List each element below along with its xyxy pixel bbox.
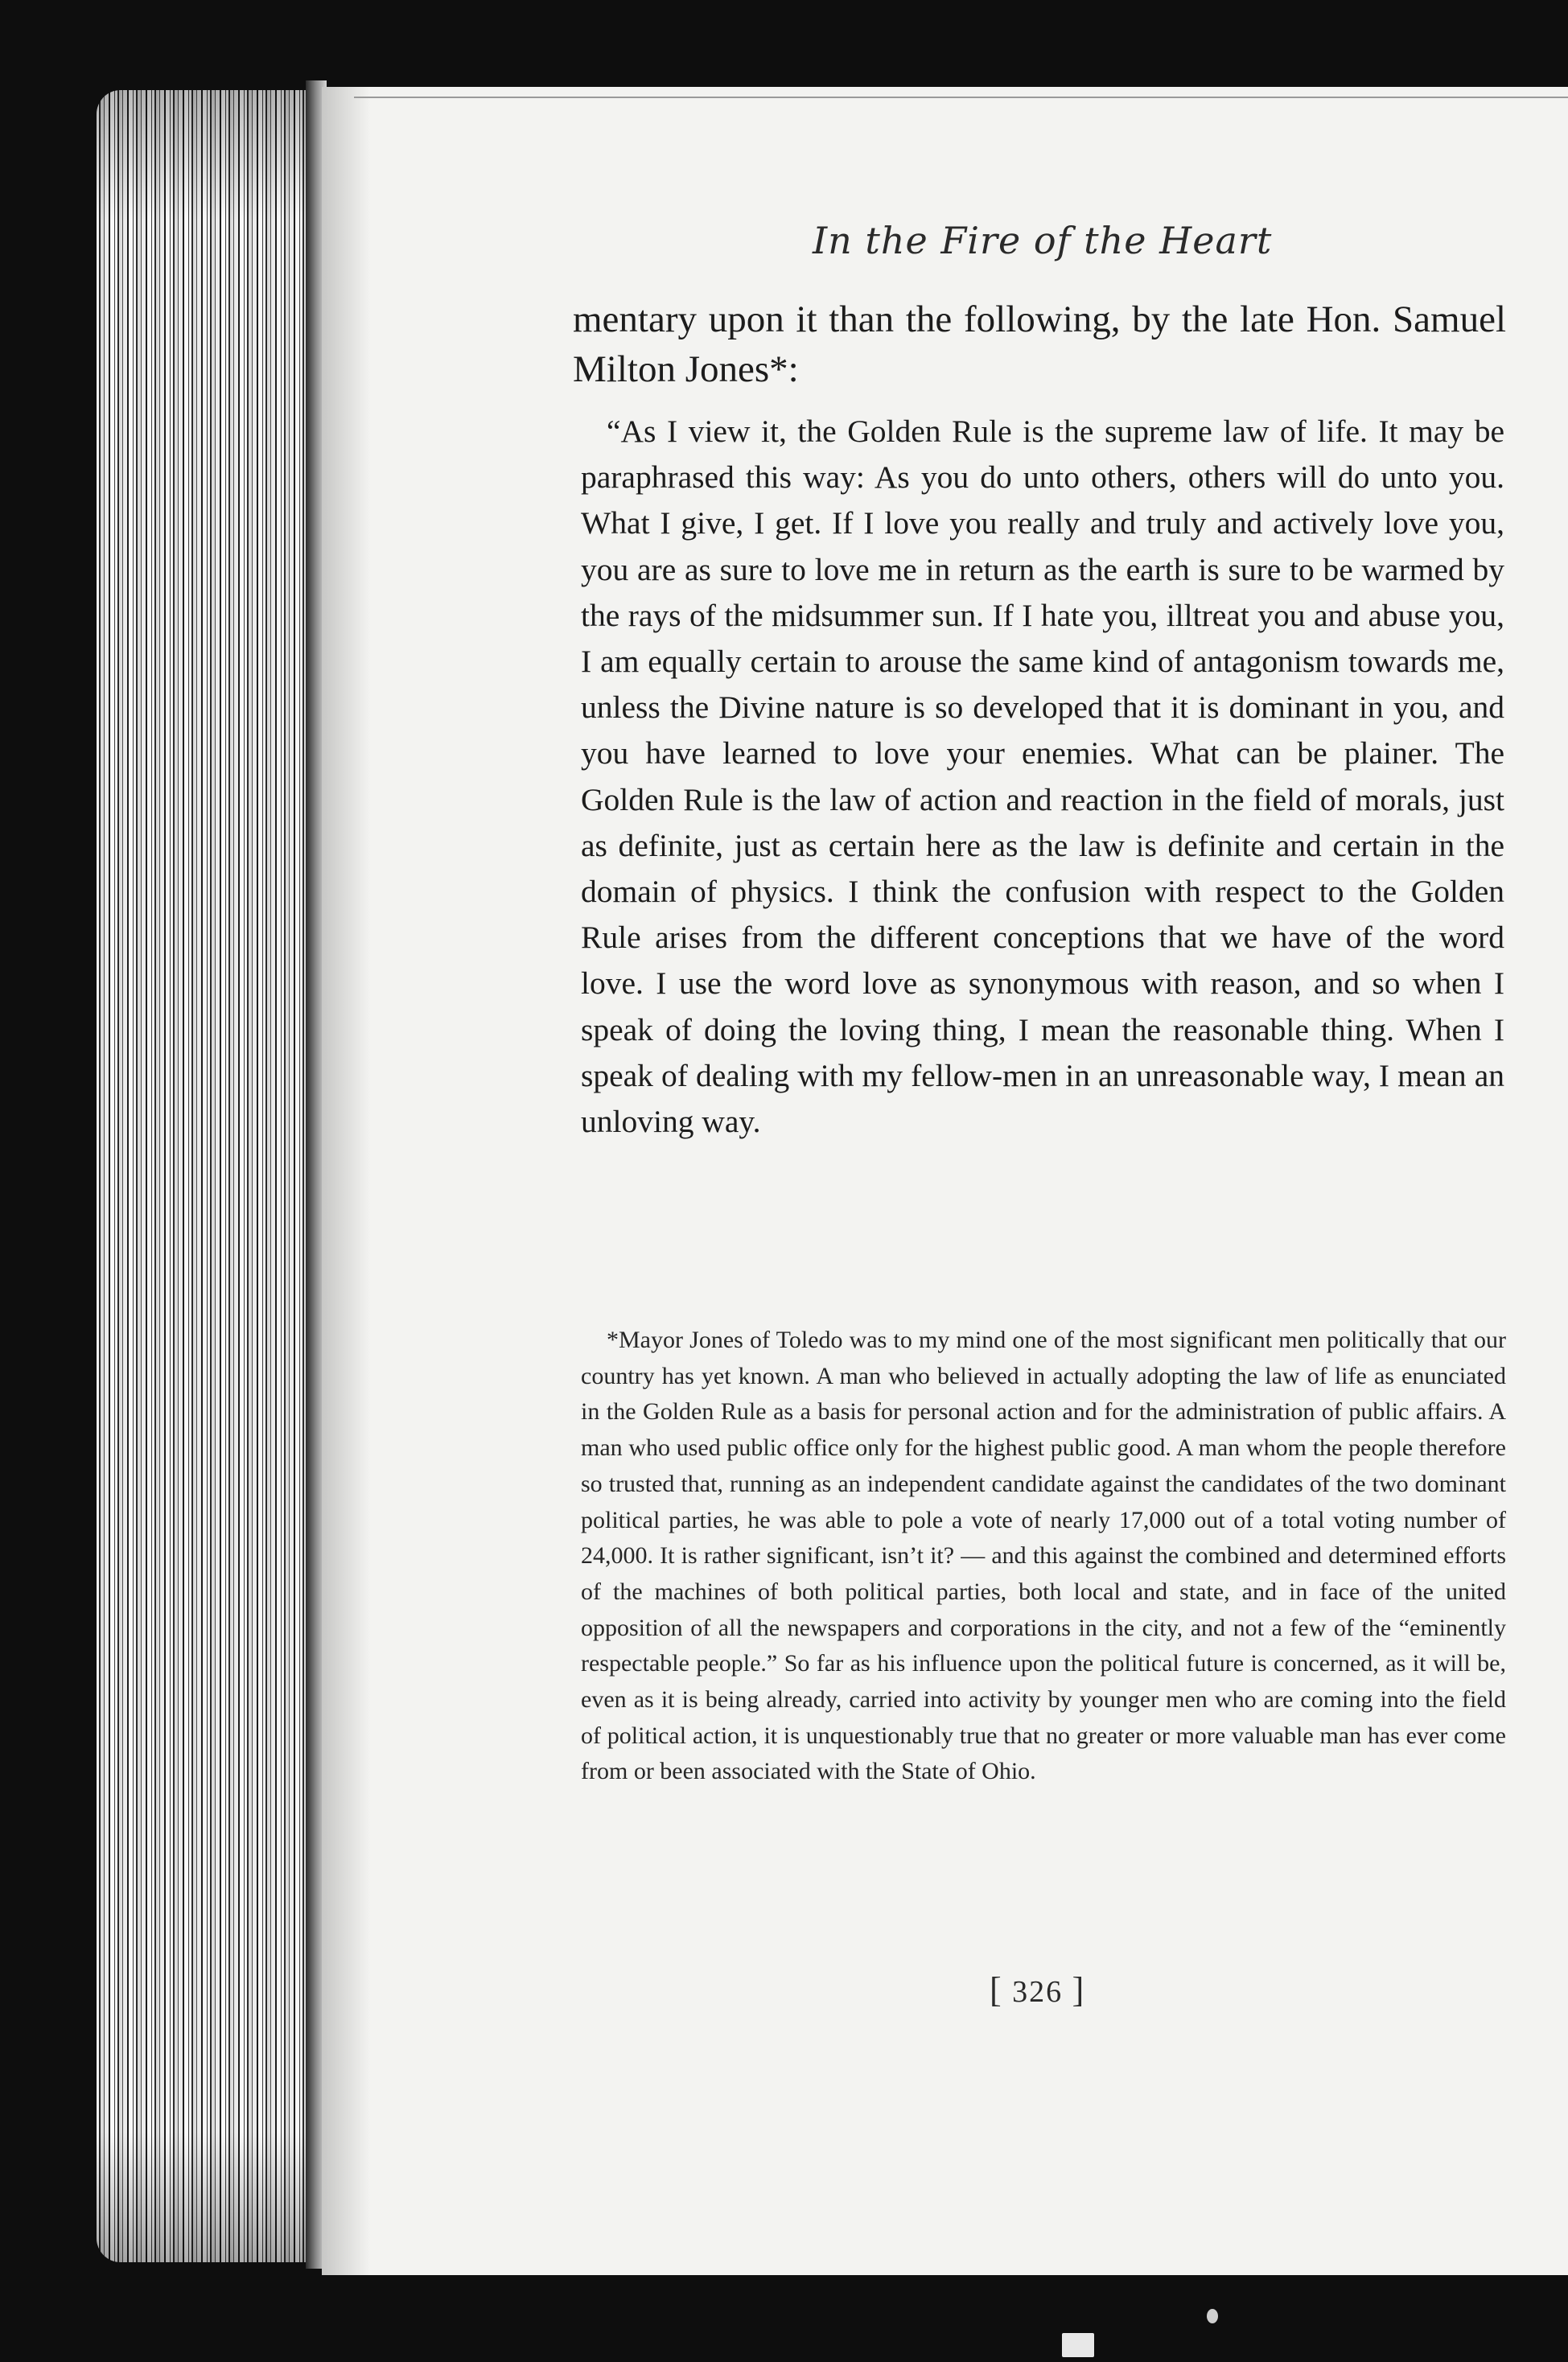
quoted-passage: “As I view it, the Golden Rule is the supreme law of life. It may be paraphrased this way: As you do unto others, others will do unto you. What I give, I get. If I love you really and truly and actively love you, you are as sure to love me in return as the earth is sure to be warmed by the rays of the midsummer sun. If I hate you, illtreat you and abuse you, I am equally certain to arouse the same kind of antagonism towards me, unless the Divine nature is so developed that it is dominant in you, and you have learned to love your enemies. What can be plainer. The Golden Rule is the law of action and reaction in the field of morals, just as definite, just as certain here as the law is definite and certain in the domain of physics. I think the confusion with respect to the Golden Rule arises from the different conceptions that we have of the word love. I use the word love as synonymous with reason, and so when I speak of doing the loving thing, I mean the reasonable thing. When I speak of dealing with my fellow-men in an unreasonable way, I mean an unloving way. xyxy=(581,414,1504,1140)
page-number-close-bracket: ] xyxy=(1072,1970,1086,2010)
scan-speck xyxy=(1207,2309,1218,2323)
page-top-edge xyxy=(354,97,1568,98)
page-number-value: 326 xyxy=(1012,1975,1064,2009)
page-number-open-bracket: [ xyxy=(990,1970,1003,2010)
book-page-edges xyxy=(97,90,314,2262)
book-page xyxy=(322,87,1568,2275)
footnote: *Mayor Jones of Toledo was to my mind one of the most significant men politically that our country has yet known. A man who believed in actually adopting the law of life as enunciated in the Golden Rule as a basis for personal action and for the administration of public affairs. A man who used public office only for the highest public good. A man whom the people therefore so trusted that, running as an independent candidate against the candidates of the two dominant political parties, he was able to pole a vote of nearly 17,000 out of a total voting number of 24,000. It is rather significant, isn’t it? — and this against the combined and determined efforts of the machines of both political parties, both local and state, and in face of the united opposition of all the newspapers and corporations in the city, and not a few of the “eminently respectable people.” So far as his influence upon the political future is concerned, as it will be, even as it is being already, carried into activity by younger men who are coming into the field of political action, it is unquestionably true that no greater or more valuable man has ever come from or been associated with the State of Ohio. xyxy=(581,1327,1506,1785)
page-number xyxy=(990,1969,1085,2010)
running-head: In the Fire of the Heart xyxy=(813,219,1273,262)
scan-speck xyxy=(1062,2333,1094,2357)
lead-paragraph: mentary upon it than the following, by the late Hon. Samuel Milton Jones*: xyxy=(573,298,1506,390)
